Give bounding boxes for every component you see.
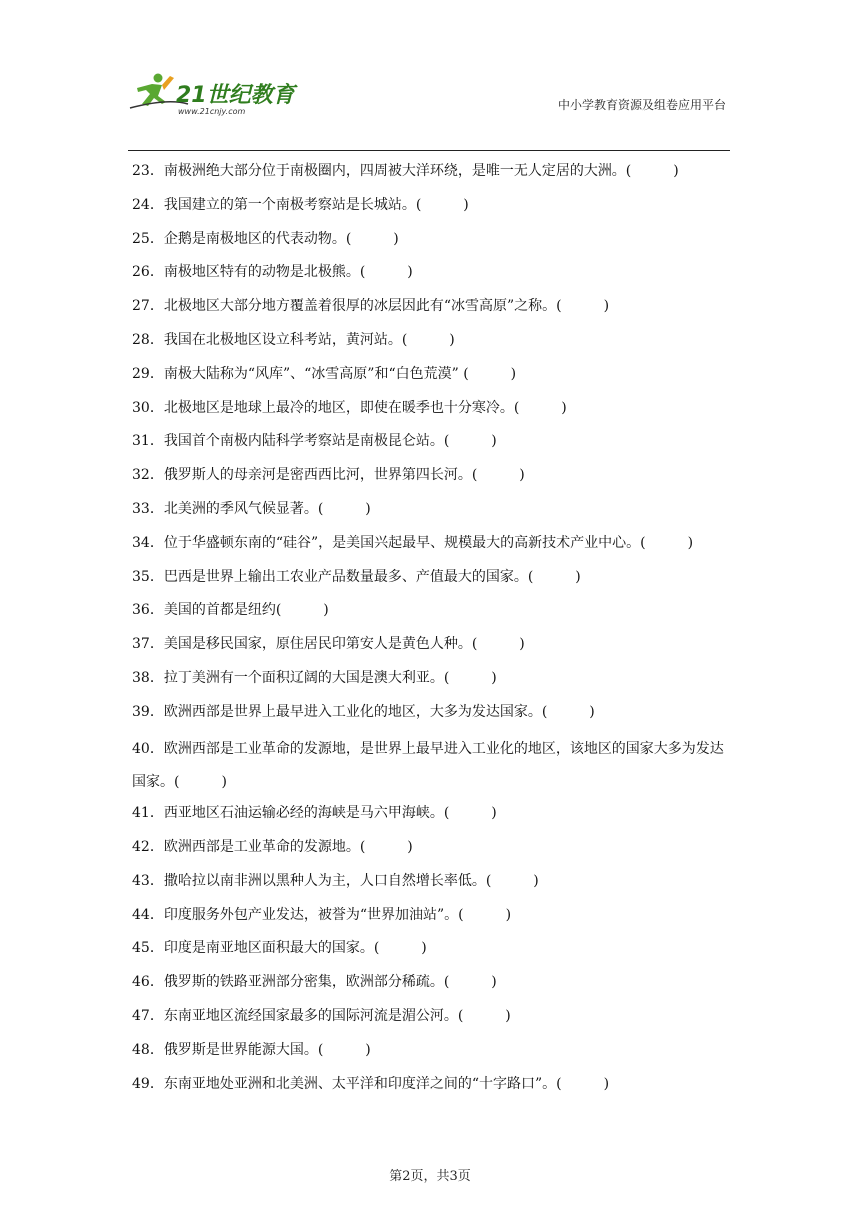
- question-item: 40．欧洲西部是工业革命的发源地，是世界上最早进入工业化的地区，该地区的国家大多为发达国家。( ): [132, 740, 724, 791]
- question-item: 37．美国是移民国家，原住居民印第安人是黄色人种。( ): [132, 636, 525, 653]
- question-item: 45．印度是南亚地区面积最大的国家。( ): [132, 940, 427, 957]
- question-item: 39．欧洲西部是世界上最早进入工业化的地区，大多为发达国家。( ): [132, 703, 595, 720]
- question-item: 25．企鹅是南极地区的代表动物。( ): [132, 230, 399, 247]
- question-item: 48．俄罗斯是世界能源大国。( ): [132, 1041, 371, 1058]
- question-item: 41．西亚地区石油运输必经的海峡是马六甲海峡。( ): [132, 805, 497, 822]
- question-item: 43．撒哈拉以南非洲以黑种人为主，人口自然增长率低。( ): [132, 872, 539, 889]
- question-item: 23．南极洲绝大部分位于南极圈内，四周被大洋环绕，是唯一无人定居的大洲。( ): [132, 163, 679, 179]
- runner-logo-icon: [128, 68, 298, 118]
- question-item: 34．位于华盛顿东南的“硅谷”，是美国兴起最早、规模最大的高新技术产业中心。( ): [132, 534, 694, 551]
- question-item: 36．美国的首都是纽约( ): [132, 602, 329, 619]
- site-logo: [128, 68, 298, 118]
- question-item: 26．南极地区特有的动物是北极熊。( ): [132, 264, 413, 281]
- question-item: 49．东南亚地处亚洲和北美洲、太平洋和印度洋之间的“十字路口”。( ): [132, 1075, 610, 1092]
- question-item: 47．东南亚地区流经国家最多的国际河流是湄公河。( ): [132, 1007, 511, 1024]
- platform-name: 中小学教育资源及组卷应用平台: [557, 98, 726, 112]
- page-number: 第2页，共3页: [389, 1169, 471, 1184]
- question-item: 38．拉丁美洲有一个面积辽阔的大国是澳大利亚。( ): [132, 669, 497, 686]
- question-item: 29．南极大陆称为“风库”、“冰雪高原”和“白色荒漠” ( ): [132, 365, 517, 382]
- question-item: 31．我国首个南极内陆科学考察站是南极昆仑站。( ): [132, 433, 497, 450]
- question-item: 46．俄罗斯的铁路亚洲部分密集，欧洲部分稀疏。( ): [132, 974, 497, 991]
- question-list: [132, 158, 732, 1104]
- header-rule: [128, 150, 730, 151]
- page-header: [128, 62, 730, 152]
- question-item: 35．巴西是世界上输出工农业产品数量最多、产值最大的国家。( ): [132, 568, 581, 585]
- svg-text:21世纪教育: 21世纪教育: [176, 83, 295, 108]
- question-item: 27．北极地区大部分地方覆盖着很厚的冰层因此有“冰雪高原”之称。( ): [132, 298, 610, 315]
- question-item: 28．我国在北极地区设立科考站，黄河站。( ): [132, 331, 455, 348]
- question-item: 44．印度服务外包产业发达，被誉为“世界加油站”。( ): [132, 906, 512, 923]
- question-item: 30．北极地区是地球上最冷的地区，即使在暖季也十分寒冷。( ): [132, 399, 567, 416]
- question-item: 42．欧洲西部是工业革命的发源地。( ): [132, 838, 413, 855]
- question-item: 24．我国建立的第一个南极考察站是长城站。( ): [132, 196, 469, 213]
- question-item: 33．北美洲的季风气候显著。( ): [132, 500, 371, 517]
- svg-text:www.21cnjy.com: www.21cnjy.com: [178, 107, 246, 116]
- question-item: 32．俄罗斯人的母亲河是密西西比河，世界第四长河。( ): [132, 467, 525, 484]
